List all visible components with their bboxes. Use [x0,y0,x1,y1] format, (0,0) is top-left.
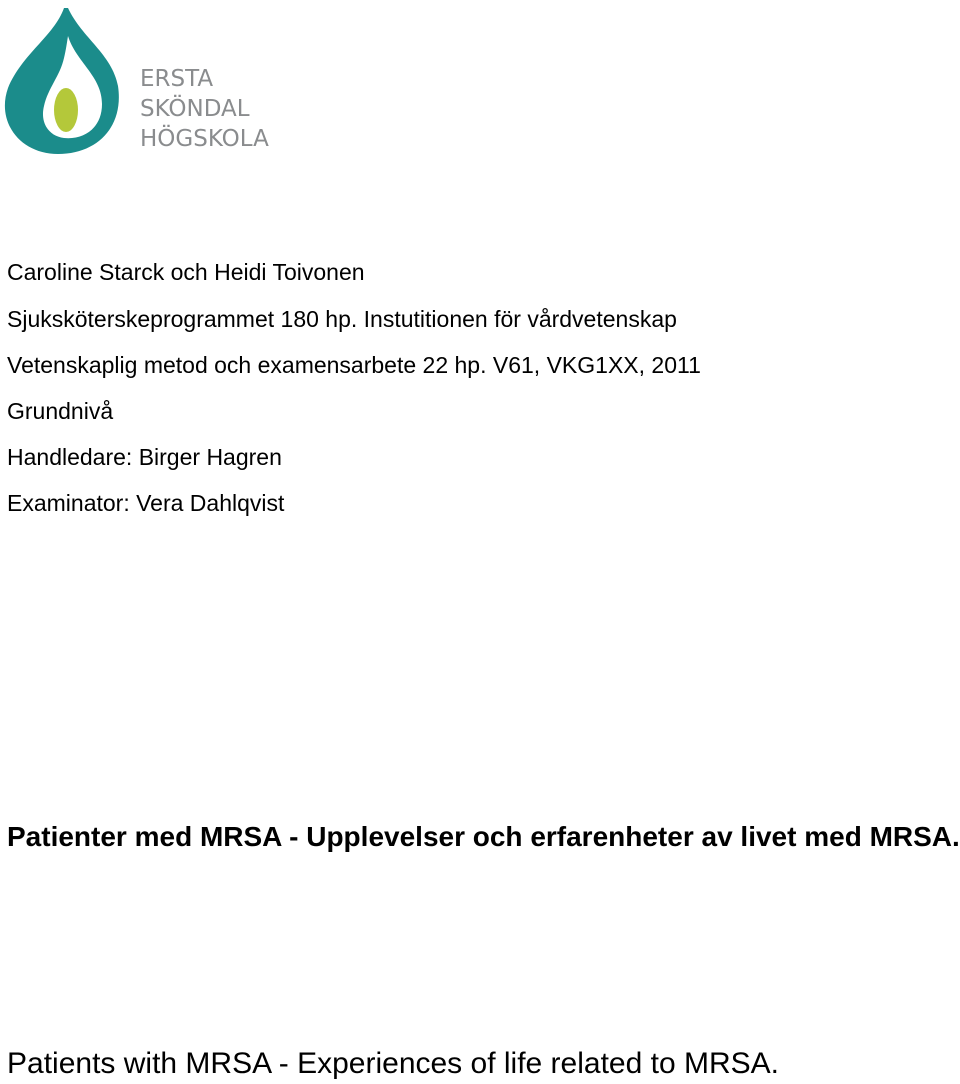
green-seed-shape [54,88,78,132]
examiner-line: Examinator: Vera Dahlqvist [7,490,285,516]
thesis-title-english: Patients with MRSA - Experiences of life related to MRSA. [7,1047,779,1080]
drop-logo-icon [2,6,132,158]
logo-line-ersta: ERSTA [140,66,214,92]
supervisor-line: Handledare: Birger Hagren [7,444,282,470]
program-line: Sjuksköterskeprogrammet 180 hp. Instutitionen för vårdvetenskap [7,306,677,332]
school-logo [2,6,292,158]
level-line: Grundnivå [7,398,114,424]
authors-line: Caroline Starck och Heidi Toivonen [7,259,365,285]
logo-line-skondal: SKÖNDAL [140,96,250,122]
logo-wordmark [140,64,269,154]
logo-line-hogskola: HÖGSKOLA [140,126,269,152]
teal-drop-shape [5,8,119,154]
course-line: Vetenskaplig metod och examensarbete 22 hp. V61, VKG1XX, 2011 [7,352,701,378]
thesis-title-swedish: Patienter med MRSA - Upplevelser och erfarenheter av livet med MRSA. [7,821,960,852]
